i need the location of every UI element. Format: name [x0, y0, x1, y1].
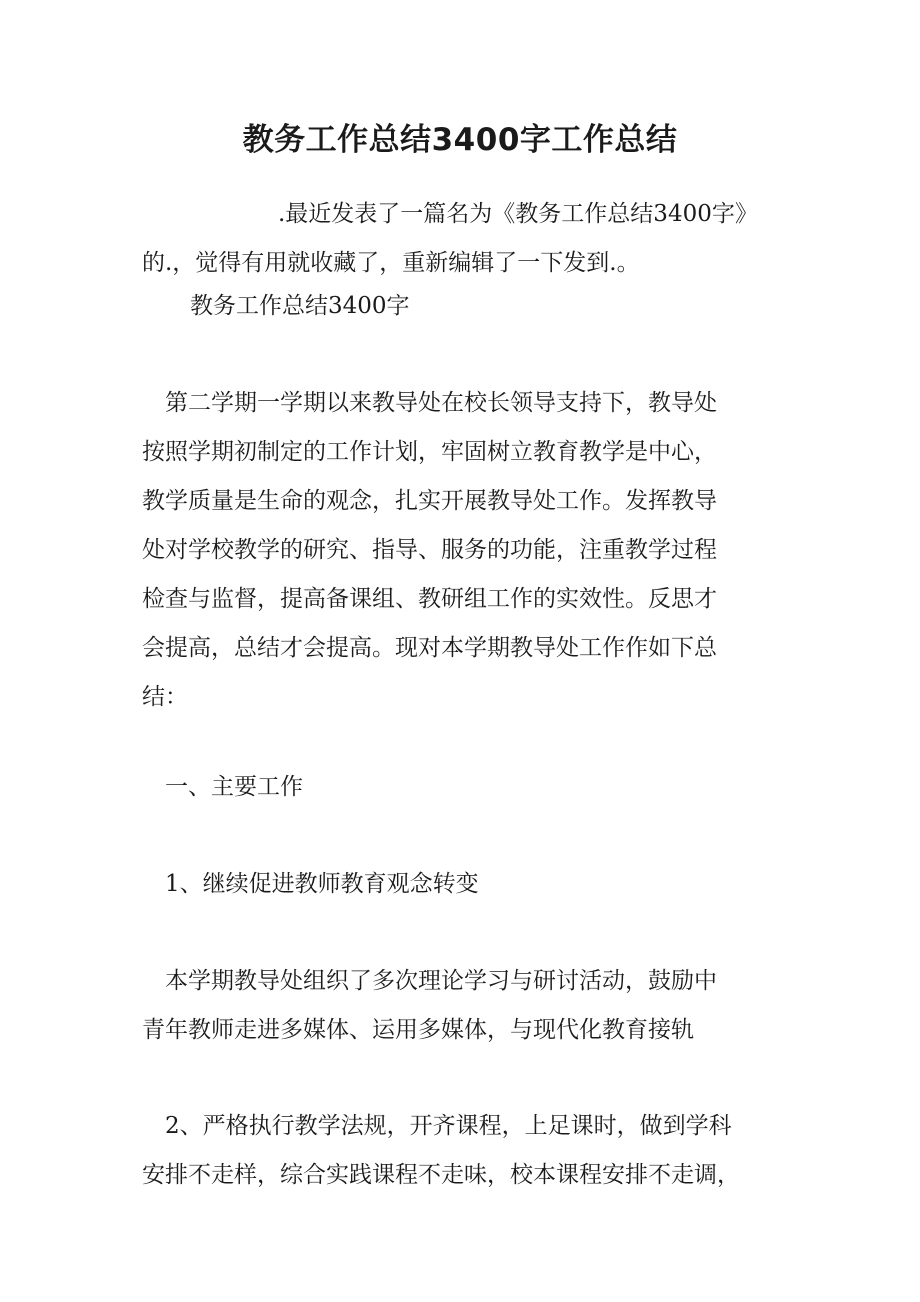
item-1-heading: 1、继续促进教师教育观念转变 — [165, 871, 479, 897]
paragraph-1-line: 结： — [142, 684, 188, 710]
paragraph-1-line: 会提高，总结才会提高。现对本学期教导处工作作如下总 — [142, 635, 717, 661]
paragraph-3-line: 安排不走样，综合实践课程不走味，校本课程安排不走调， — [142, 1162, 740, 1188]
paragraph-1 — [142, 379, 782, 722]
paragraph-3-line: 2、严格执行教学法规，开齐课程，上足课时，做到学科 — [165, 1113, 732, 1139]
document-title: 教务工作总结3400字工作总结 — [242, 122, 678, 158]
paragraph-2-line: 本学期教导处组织了多次理论学习与研讨活动，鼓励中 — [165, 968, 717, 994]
subtitle: 教务工作总结3400字 — [190, 293, 410, 319]
paragraph-1-line: 第二学期一学期以来教导处在校长领导支持下，教导处 — [165, 390, 717, 416]
paragraph-1-line: 检查与监督，提高备课组、教研组工作的实效性。反思才 — [142, 586, 717, 612]
section-1-heading: 一、主要工作 — [165, 774, 303, 800]
paragraph-1-line: 按照学期初制定的工作计划，牢固树立教育教学是中心， — [142, 439, 717, 465]
intro-line-1: .最近发表了一篇名为《教务工作总结3400字》 — [278, 201, 758, 227]
paragraph-2-line: 青年教师走进多媒体、运用多媒体，与现代化教育接轨 — [142, 1017, 694, 1043]
paragraph-2 — [142, 957, 782, 1055]
paragraph-1-line: 处对学校教学的研究、指导、服务的功能，注重教学过程 — [142, 537, 717, 563]
intro-line-2: 的.，觉得有用就收藏了，重新编辑了一下发到.。 — [142, 250, 640, 276]
intro-paragraph — [142, 190, 782, 288]
paragraph-3 — [142, 1102, 782, 1200]
paragraph-1-line: 教学质量是生命的观念，扎实开展教导处工作。发挥教导 — [142, 488, 717, 514]
